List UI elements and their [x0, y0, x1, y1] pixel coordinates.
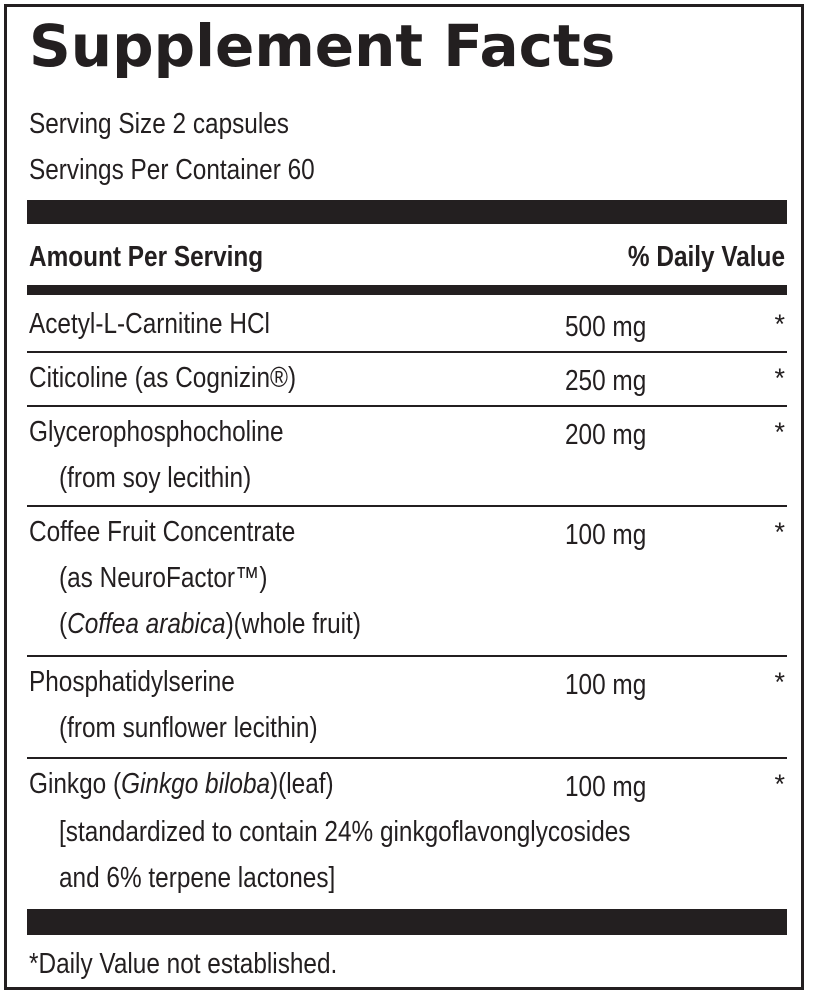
- ingredient-amount: 500 mg: [565, 311, 647, 343]
- servings-per-container: Servings Per Container 60: [29, 154, 315, 186]
- ingredient-amount: 100 mg: [565, 771, 647, 803]
- amount-per-serving-header: Amount Per Serving: [29, 241, 264, 273]
- ingredient-source: (Coffea arabica)(whole fruit): [59, 608, 361, 640]
- ingredient-source: (from soy lecithin): [59, 462, 252, 494]
- ingredient-dv: *: [774, 309, 785, 339]
- ingredient-dv: *: [774, 363, 785, 393]
- ingredient-dv: *: [774, 417, 785, 447]
- ingredient-amount: 100 mg: [565, 669, 647, 701]
- footnote: *Daily Value not established.: [29, 948, 338, 980]
- ingredient-standardization-cont: and 6% terpene lactones]: [59, 862, 336, 894]
- ingredient-amount: 250 mg: [565, 365, 647, 397]
- row-divider: [27, 757, 787, 759]
- daily-value-header: % Daily Value: [627, 241, 785, 273]
- medium-divider: [27, 285, 787, 295]
- ingredient-source: (from sunflower lecithin): [59, 712, 318, 744]
- ingredient-name: Glycerophosphocholine: [29, 416, 284, 448]
- ingredient-name: Coffee Fruit Concentrate: [29, 516, 296, 548]
- serving-size: Serving Size 2 capsules: [29, 108, 289, 140]
- ingredient-name: Citicoline (as Cognizin®): [29, 362, 297, 394]
- panel-title: Supplement Facts: [29, 12, 616, 80]
- ingredient-dv: *: [774, 517, 785, 547]
- ingredient-form: (as NeuroFactor™): [59, 562, 268, 594]
- ingredient-dv: *: [774, 667, 785, 697]
- row-divider: [27, 351, 787, 353]
- ingredient-amount: 200 mg: [565, 419, 647, 451]
- row-divider: [27, 405, 787, 407]
- ingredient-name: Phosphatidylserine: [29, 666, 235, 698]
- supplement-facts-panel: [4, 4, 804, 990]
- row-divider: [27, 655, 787, 657]
- thick-divider-top: [27, 200, 787, 224]
- ingredient-amount: 100 mg: [565, 519, 647, 551]
- thick-divider-bottom: [27, 909, 787, 935]
- ingredient-standardization: [standardized to contain 24% ginkgoflavonglycosides: [59, 816, 631, 848]
- ingredient-dv: *: [774, 769, 785, 799]
- row-divider: [27, 505, 787, 507]
- ingredient-name: Acetyl-L-Carnitine HCl: [29, 308, 270, 340]
- ingredient-name: Ginkgo (Ginkgo biloba)(leaf): [29, 768, 334, 800]
